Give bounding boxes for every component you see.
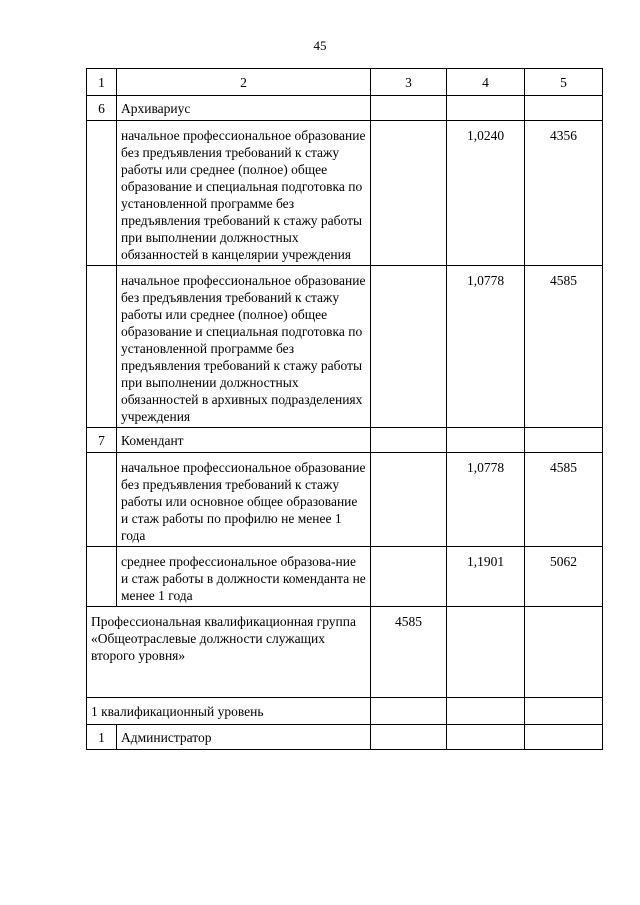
salary: 5062 <box>525 547 603 607</box>
row-number: 6 <box>87 96 117 121</box>
row-number: 7 <box>87 428 117 453</box>
salary-table <box>86 68 603 750</box>
page-number: 45 <box>313 38 327 53</box>
table-row <box>87 725 603 750</box>
table-header-row <box>87 69 603 96</box>
requirements-text: среднее профессиональное образова-ние и стаж работы в должности коменданта не менее 1 года <box>117 547 371 607</box>
position-name: Архивариус <box>117 96 371 121</box>
coefficient: 1,1901 <box>447 547 525 607</box>
row-number: 1 <box>87 725 117 750</box>
requirements-text: начальное профессиональное образование без предъявления требований к стажу работы или среднее (полное) общее образование и специальная подготовка по установленной программе без предъявления требований к стажу работы при выполнении должностных обязанностей в архивных подразделениях учреждения <box>117 266 371 428</box>
table-row <box>87 96 603 121</box>
table-row <box>87 607 603 698</box>
table-row <box>87 121 603 266</box>
header-cell: 3 <box>371 69 447 96</box>
table-row <box>87 698 603 725</box>
requirements-text: начальное профессиональное образование без предъявления требований к стажу работы или основное общее образование и стаж работы по профилю не менее 1 года <box>117 453 371 547</box>
header-cell: 2 <box>117 69 371 96</box>
base-salary: 4585 <box>371 607 447 698</box>
position-name: Комендант <box>117 428 371 453</box>
qualification-group: Профессиональная квалификационная группа «Общеотраслевые должности служащих второго уровня» <box>87 607 371 698</box>
salary: 4356 <box>525 121 603 266</box>
coefficient: 1,0778 <box>447 266 525 428</box>
salary: 4585 <box>525 453 603 547</box>
qualification-level: 1 квалификационный уровень <box>87 698 371 725</box>
requirements-text: начальное профессиональное образование без предъявления требований к стажу работы или среднее (полное) общее образование и специальная подготовка по установленной программе без предъявления требований к стажу работы при выполнении должностных обязанностей в канцелярии учреждения <box>117 121 371 266</box>
header-cell: 4 <box>447 69 525 96</box>
table-row <box>87 428 603 453</box>
coefficient: 1,0778 <box>447 453 525 547</box>
salary: 4585 <box>525 266 603 428</box>
position-name: Администратор <box>117 725 371 750</box>
table-row <box>87 266 603 428</box>
table-row <box>87 453 603 547</box>
header-cell: 1 <box>87 69 117 96</box>
header-cell: 5 <box>525 69 603 96</box>
table-row <box>87 547 603 607</box>
coefficient: 1,0240 <box>447 121 525 266</box>
